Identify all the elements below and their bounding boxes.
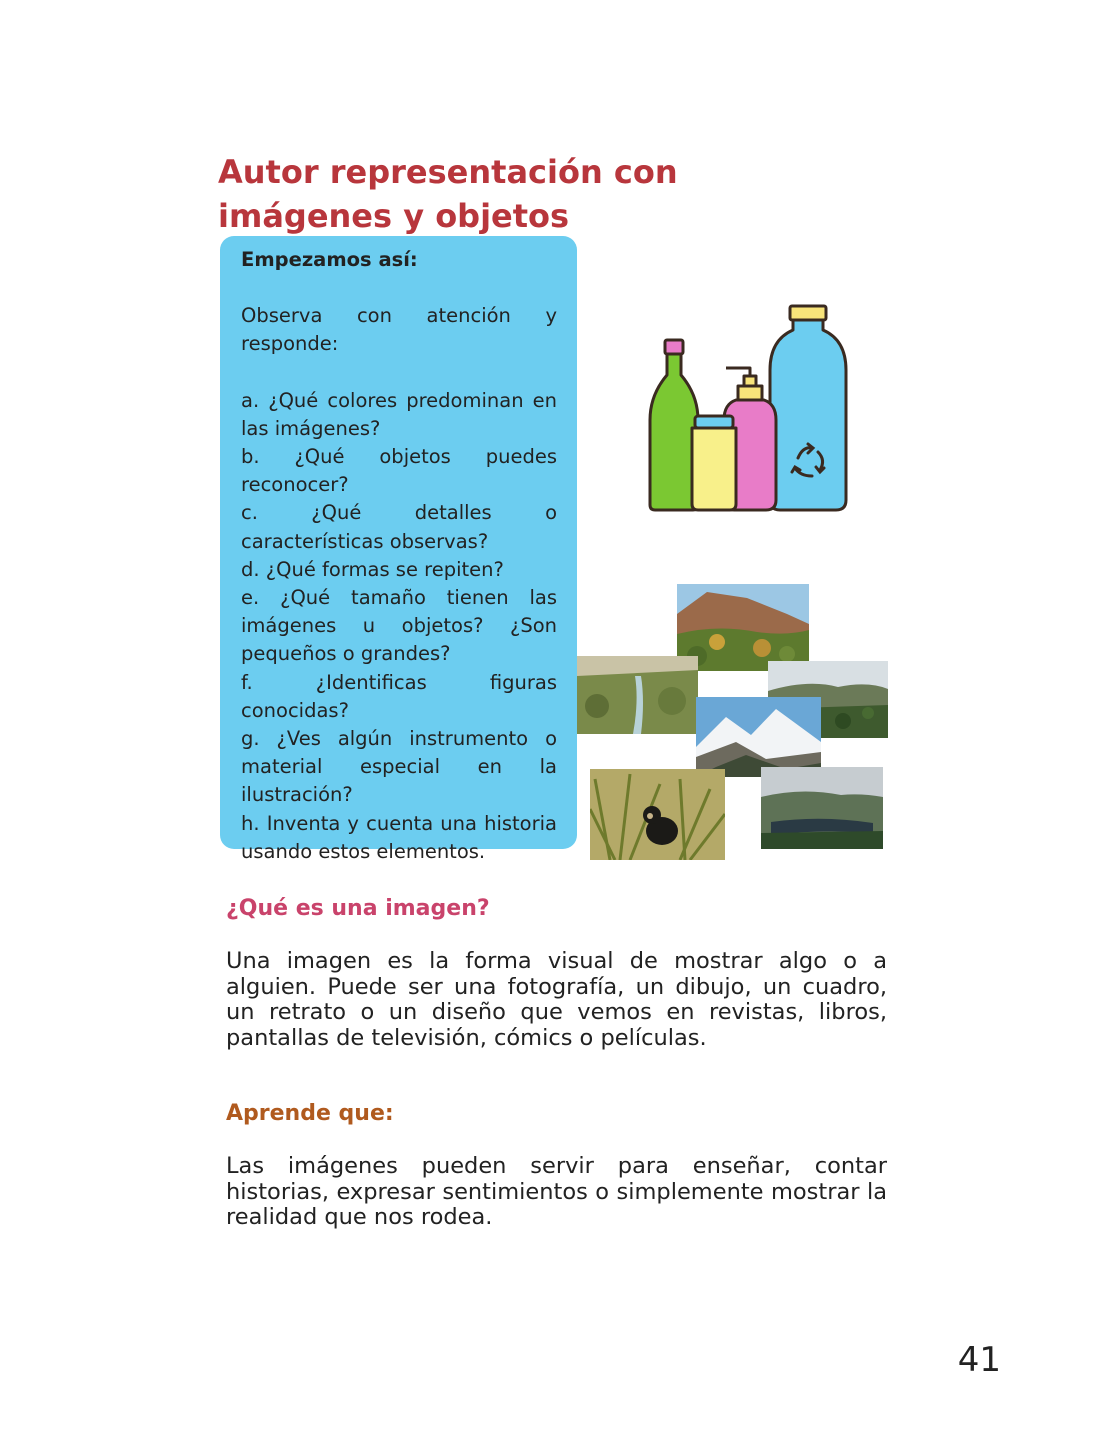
landscape-photo	[696, 697, 821, 777]
question-item: c. ¿Qué detalles o características observas?	[241, 501, 557, 553]
question-item: a. ¿Qué colores predominan en las imágenes?	[241, 388, 557, 440]
question-item: g. ¿Ves algún instrumento o material especial en la ilustración?	[241, 727, 557, 807]
section-body: Una imagen es la forma visual de mostrar algo o a alguien. Puede ser una fotografía, un dibujo, un cuadro, un retrato o un diseño que vemos en revistas, libros, pantallas de televisión, cómics o películas.	[226, 948, 887, 1051]
activity-box	[220, 236, 577, 863]
question-item: h. Inventa y cuenta una historia usando estos elementos.	[241, 811, 557, 863]
question-item: e. ¿Qué tamaño tienen las imágenes u objetos? ¿Son pequeños o grandes?	[241, 586, 557, 666]
landscape-photo	[577, 656, 698, 734]
page-number: 41	[957, 1340, 1001, 1380]
section-body: Las imágenes pueden servir para enseñar, contar historias, expresar sentimientos o simplemente mostrar la realidad que nos rodea.	[226, 1153, 887, 1230]
question-item: b. ¿Qué objetos puedes reconocer?	[241, 445, 557, 497]
animal-photo	[590, 769, 725, 860]
box-heading: Empezamos así:	[241, 248, 418, 271]
box-intro: Observa con atención y responde:	[241, 304, 557, 356]
section-heading: ¿Qué es una imagen?	[226, 896, 490, 921]
section-heading: Aprende que:	[226, 1101, 394, 1126]
bottles-recycle-icon	[640, 300, 860, 515]
question-item: d. ¿Qué formas se repiten?	[241, 557, 504, 581]
landscape-photo	[761, 767, 883, 849]
page-title: Autor representación con imágenes y objetos	[218, 153, 678, 235]
question-item: f. ¿Identificas figuras conocidas?	[241, 670, 557, 722]
